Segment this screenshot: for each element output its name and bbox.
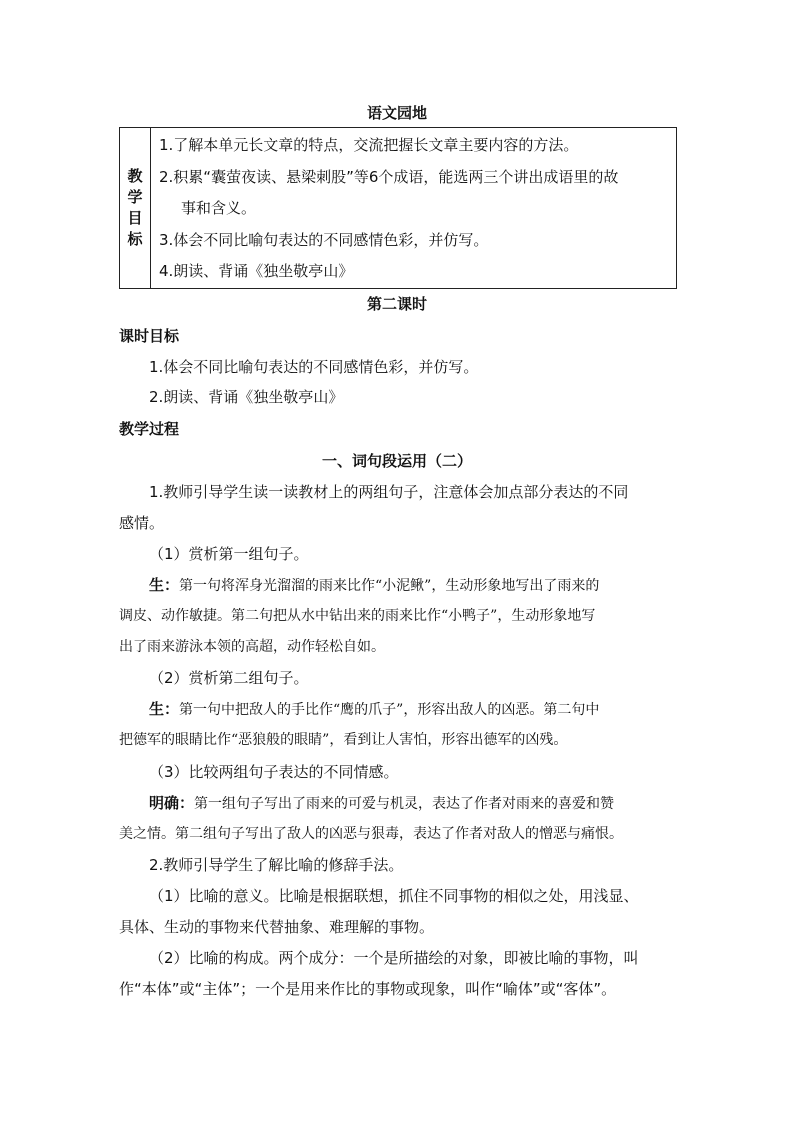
process-heading: 教学过程	[119, 420, 180, 438]
objective-item: 1.体会不同比喻句表达的不同感情色彩，并仿写。	[149, 358, 479, 376]
goal-item-continuation: 事和含义。	[181, 199, 257, 217]
clarify-label: 明确：	[149, 794, 195, 812]
answer-line: 出了雨来游泳本领的高超，动作轻松自如。	[119, 639, 385, 655]
clarify-line	[149, 792, 614, 813]
clarify-text: 第一组句子写出了雨来的可爱与机灵，表达了作者对雨来的喜爱和赞	[194, 796, 615, 812]
paragraph-line: 作“本体”或“主体”；一个是用来作比的事物或现象，叫作“喻体”或“客体”。	[119, 980, 617, 998]
paragraph-line: 1.教师引导学生读一读教材上的两组句子，注意体会加点部分表达的不同	[149, 483, 629, 501]
answer-label: 生：	[149, 576, 180, 594]
goals-label-char: 标	[127, 229, 143, 248]
teaching-goals-table	[119, 127, 677, 289]
paragraph-line: 具体、生动的事物来代替抽象、难理解的事物。	[119, 918, 435, 936]
goal-item: 2.积累“囊萤夜读、悬梁刺股”等6个成语，能选两三个讲出成语里的故	[159, 167, 619, 186]
paragraph-line: （2）比喻的构成。两个成分：一个是所描绘的对象，即被比喻的事物，叫	[149, 949, 639, 967]
clarify-line: 美之情。第二组句子写出了敌人的凶恶与狠毒，表达了作者对敌人的憎恶与痛恨。	[119, 826, 623, 842]
subheading-line: （1）赏析第一组句子。	[149, 545, 309, 563]
section-heading: 一、词句段运用（二）	[321, 452, 472, 470]
goal-item: 4.朗读、背诵《独坐敬亭山》	[159, 262, 354, 280]
goals-label-cell	[120, 128, 151, 289]
subheading-line: （3）比较两组句子表达的不同情感。	[149, 763, 399, 781]
goal-item: 1.了解本单元长文章的特点，交流把握长文章主要内容的方法。	[159, 136, 579, 154]
answer-line	[149, 574, 599, 595]
objective-item: 2.朗读、背诵《独坐敬亭山》	[149, 388, 344, 406]
page-heading: 语文园地	[366, 104, 427, 122]
goals-list-cell	[151, 128, 677, 289]
goal-item: 3.体会不同比喻句表达的不同感情色彩，并仿写。	[159, 230, 489, 249]
subheading-line: （2）赏析第二组句子。	[149, 669, 309, 687]
goals-label-char: 学	[127, 187, 143, 206]
answer-line: 调皮、动作敏捷。第二句把从水中钻出来的雨来比作“小鸭子”，生动形象地写	[119, 608, 596, 624]
paragraph-line: （1）比喻的意义。比喻是根据联想，抓住不同事物的相似之处，用浅显、	[149, 887, 639, 905]
answer-line	[149, 698, 599, 719]
paragraph-line: 2.教师引导学生了解比喻的修辞手法。	[149, 856, 404, 874]
answer-label: 生：	[149, 700, 180, 718]
answer-text: 第一句中把敌人的手比作“鹰的爪子”，形容出敌人的凶恶。第二句中	[179, 702, 600, 718]
lesson-title: 第二课时	[366, 295, 427, 313]
answer-text: 第一句将浑身光溜溜的雨来比作“小泥鳅”，生动形象地写出了雨来的	[179, 578, 600, 594]
answer-line: 把德军的眼睛比作“恶狼般的眼睛”，看到让人害怕，形容出德军的凶残。	[119, 732, 568, 748]
objectives-heading: 课时目标	[119, 327, 180, 345]
goals-label-char: 目	[127, 208, 143, 227]
goals-label-char: 教	[127, 166, 143, 185]
paragraph-line: 感情。	[119, 514, 165, 532]
